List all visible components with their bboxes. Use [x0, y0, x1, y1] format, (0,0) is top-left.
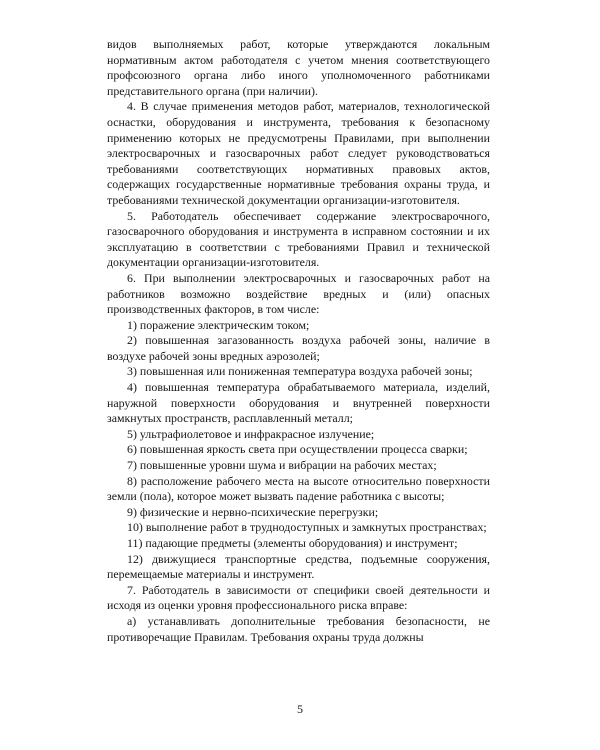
list-item-5: 5) ультрафиолетовое и инфракрасное излучение; — [127, 426, 375, 441]
paragraph-item-4: 4. В случае применения методов работ, материалов, технологической оснастки, оборудования и инструмента, требования к безопасному применению которых не предусмотрены Правилами, при выполнении электросварочных и газосварочных работ следует руководствоваться требованиями соответствующих нормативных правовых актов, содержащих государственные нормативные требования охраны труда, и требованиями технической документации организации-изготовителя. — [107, 99, 490, 207]
list-item-10: 10) выполнение работ в труднодоступных и замкнутых пространствах; — [127, 520, 487, 535]
list-item-2: 2) повышенная загазованность воздуха рабочей зоны, наличие в воздухе рабочей зоны вредных аэрозолей; — [107, 333, 490, 363]
list-item-1: 1) поражение электрическим током; — [127, 317, 310, 332]
list-item-7: 7) повышенные уровни шума и вибрации на рабочих местах; — [127, 458, 437, 473]
list-item-9: 9) физические и нервно-психические перегрузки; — [127, 504, 379, 519]
paragraph-continuation: видов выполняемых работ, которые утверждаются локальным нормативным актом работодателя с учетом мнения соответствующего профсоюзного органа либо иного уполномоченного работниками представительного органа (при наличии). — [107, 37, 490, 98]
paragraph-item-5: 5. Работодатель обеспечивает содержание электросварочного, газосварочного оборудования и инструмента в исправном состоянии и их эксплуатацию в соответствии с требованиями Правил и технической документации организации-изготовителя. — [107, 208, 490, 270]
paragraph-item-6: 6. При выполнении электросварочных и газосварочных работ на работников возможно воздействие вредных и (или) опасных производственных факторов, в том числе: — [107, 270, 490, 317]
list-item-4: 4) повышенная температура обрабатываемого материала, изделий, наружной поверхности оборудования и внутренней поверхности замкнутых пространств, расплавленный металл; — [107, 380, 490, 426]
page-number: 5 — [297, 702, 303, 716]
subitem-a: а) устанавливать дополнительные требования безопасности, не противоречащие Правилам. Требования охраны труда должны — [107, 613, 490, 644]
document-page — [107, 37, 490, 645]
list-item-3: 3) повышенная или пониженная температура воздуха рабочей зоны; — [127, 364, 473, 379]
list-item-6: 6) повышенная яркость света при осуществлении процесса сварки; — [127, 442, 468, 457]
paragraph-item-7: 7. Работодатель в зависимости от специфики своей деятельности и исходя из оценки уровня профессионального риска вправе: — [107, 582, 490, 613]
list-item-8: 8) расположение рабочего места на высоте относительно поверхности земли (пола), которое может вызвать падение работника с высоты; — [107, 473, 490, 504]
list-item-11: 11) падающие предметы (элементы оборудования) и инструмент; — [127, 536, 458, 550]
list-item-12: 12) движущиеся транспортные средства, подъемные сооружения, перемещаемые материалы и инструмент. — [107, 551, 490, 582]
